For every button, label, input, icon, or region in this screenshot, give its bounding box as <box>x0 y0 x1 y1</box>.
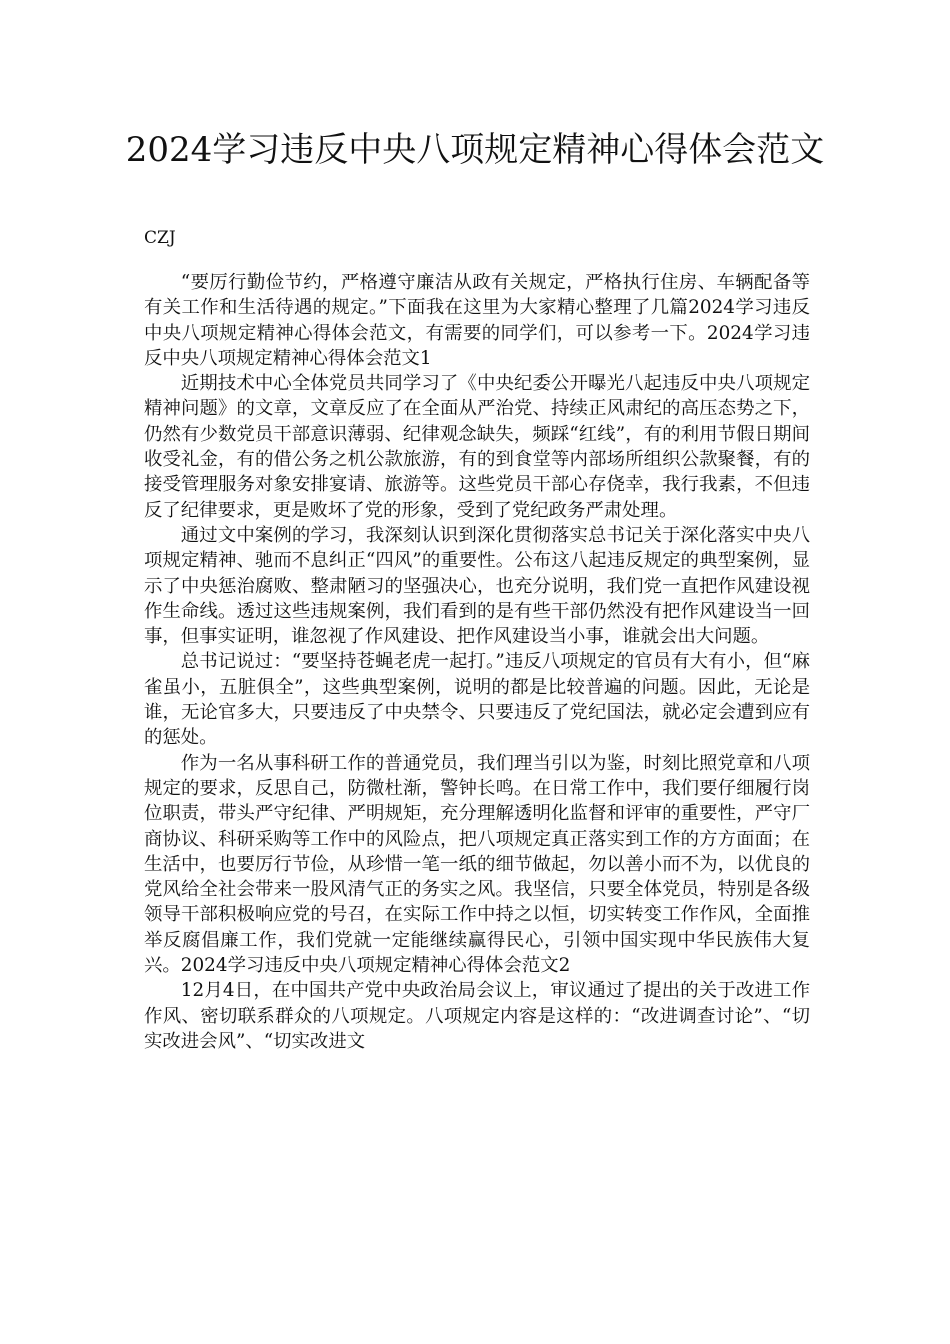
document-author: CZJ <box>144 228 176 248</box>
document-title: 2024学习违反中央八项规定精神心得体会范文 <box>125 130 825 170</box>
paragraph-quote: 总书记说过：“要坚持苍蝇老虎一起打。”违反八项规定的官员有大有小，但“麻雀虽小，五脏俱全”，这些典型案例，说明的都是比较普遍的问题。因此，无论是谁，无论官多大，只要违反了中央禁令、只要违反了党纪国法，就必定会遭到应有的惩处。 <box>144 651 810 749</box>
paragraph-study: 近期技术中心全体党员共同学习了《中央纪委公开曝光八起违反中央八项规定精神问题》的文章，文章反应了在全面从严治党、持续正风肃纪的高压态势之下，仍然有少数党员干部意识薄弱、纪律观念缺失，频踩“红线”，有的利用节假日期间收受礼金，有的借公务之机公款旅游，有的到食堂等内部场所组织公款聚餐，有的接受管理服务对象安排宴请、旅游等。这些党员干部心存侥幸，我行我素，不但违反了纪律要求，更是败坏了党的形象，受到了党纪政务严肃处理。 <box>144 373 810 521</box>
paragraph-cases: 通过文中案例的学习，我深刻认识到深化贯彻落实总书记关于深化落实中央八项规定精神、驰而不息纠正“四风”的重要性。公布这八起违反规定的典型案例，显示了中央惩治腐败、整肃陋习的坚强决心，也充分说明，我们党一直把作风建设视作生命线。透过这些违规案例，我们看到的是有些干部仍然没有把作风建设当一回事，但事实证明，谁忽视了作风建设、把作风建设当小事，谁就会出大问题。 <box>144 524 810 648</box>
document-body <box>144 270 810 1054</box>
paragraph-intro: “要厉行勤俭节约，严格遵守廉洁从政有关规定，严格执行住房、车辆配备等有关工作和生活待遇的规定。”下面我在这里为大家精心整理了几篇2024学习违反中央八项规定精神心得体会范文，有需要的同学们，可以参考一下。2024学习违反中央八项规定精神心得体会范文1 <box>144 272 810 369</box>
paragraph-rules: 12月4日，在中国共产党中央政治局会议上，审议通过了提出的关于改进工作作风、密切联系群众的八项规定。八项规定内容是这样的：“改进调查讨论”、“切实改进会风”、“切实改进文 <box>144 980 810 1052</box>
paragraph-reflection: 作为一名从事科研工作的普通党员，我们理当引以为鉴，时刻比照党章和八项规定的要求，反思自己，防微杜渐，警钟长鸣。在日常工作中，我们要仔细履行岗位职责，带头严守纪律、严明规矩，充分理解透明化监督和评审的重要性，严守厂商协议、科研采购等工作中的风险点，把八项规定真正落实到工作的方方面面；在生活中，也要厉行节俭，从珍惜一笔一纸的细节做起，勿以善小而不为，以优良的党风给全社会带来一股风清气正的务实之风。我坚信，只要全体党员，特别是各级领导干部积极响应党的号召，在实际工作中持之以恒，切实转变工作作风，全面推举反腐倡廉工作，我们党就一定能继续赢得民心，引领中国实现中华民族伟大复兴。2024学习违反中央八项规定精神心得体会范文2 <box>144 752 810 977</box>
